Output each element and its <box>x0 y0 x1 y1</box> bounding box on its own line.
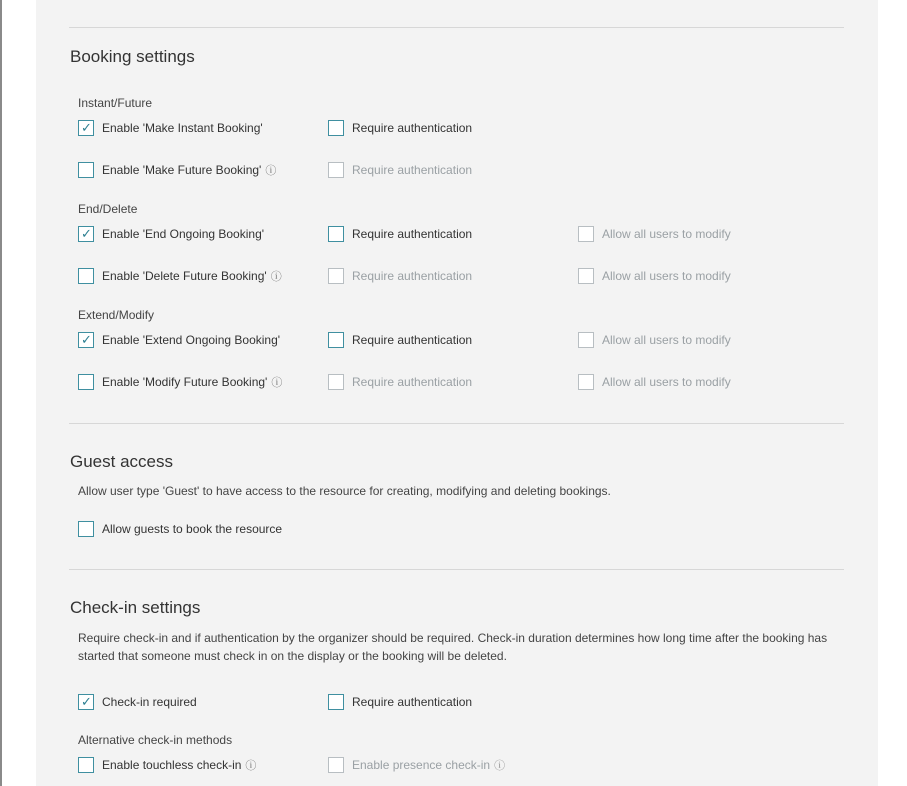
checkin-settings-description: Require check-in and if authentication by the organizer should be required. Check-in duration determines how long time after the booking has started that someone must check in on the display or the booking will be deleted. <box>78 631 828 663</box>
checkbox-label: Enable touchless check-in <box>102 758 242 772</box>
end-require-auth-checkbox[interactable] <box>328 225 472 243</box>
make-future-booking-checkbox[interactable] <box>78 161 276 179</box>
checkbox-label: Check-in required <box>102 695 197 709</box>
extend-allow-modify-checkbox <box>578 331 731 349</box>
group-label-end-delete: End/Delete <box>78 202 138 216</box>
section-divider <box>69 423 844 424</box>
checkbox-box[interactable] <box>78 332 94 348</box>
checkbox-label: Allow all users to modify <box>602 269 731 283</box>
end-allow-modify-checkbox <box>578 225 731 243</box>
checkbox-box <box>328 268 344 284</box>
booking-settings-title: Booking settings <box>70 47 195 66</box>
end-ongoing-booking-checkbox[interactable] <box>78 225 264 243</box>
checkbox-label: Require authentication <box>352 375 473 389</box>
modify-allow-modify-checkbox <box>578 373 731 391</box>
modify-require-auth-checkbox <box>328 373 472 391</box>
checkbox-box[interactable] <box>328 332 344 348</box>
checkbox-box[interactable] <box>78 268 94 284</box>
info-circle-icon[interactable]: ⓘ <box>265 165 277 177</box>
checkbox-label: Enable 'Modify Future Booking' <box>102 375 268 389</box>
info-circle-icon[interactable]: ⓘ <box>270 271 282 283</box>
checkbox-box[interactable] <box>78 521 94 537</box>
section-divider <box>69 569 844 570</box>
checkbox-label: Allow all users to modify <box>602 375 731 389</box>
instant-require-auth-checkbox[interactable] <box>328 119 472 137</box>
checkbox-label: Require authentication <box>352 163 473 177</box>
group-label-extend-modify: Extend/Modify <box>78 308 155 322</box>
make-instant-booking-checkbox[interactable] <box>78 119 263 137</box>
allow-guests-checkbox[interactable] <box>78 520 282 538</box>
checkin-required-checkbox[interactable] <box>78 693 197 711</box>
extend-require-auth-checkbox[interactable] <box>328 331 472 349</box>
checkbox-label: Require authentication <box>352 121 473 135</box>
checkbox-box[interactable] <box>328 694 344 710</box>
checkbox-box <box>328 374 344 390</box>
checkbox-box[interactable] <box>78 226 94 242</box>
checkbox-box[interactable] <box>78 120 94 136</box>
guest-access-description: Allow user type 'Guest' to have access to the resource for creating, modifying and deleting bookings. <box>78 484 611 498</box>
checkbox-label: Require authentication <box>352 333 473 347</box>
checkbox-label: Allow all users to modify <box>602 227 731 241</box>
checkbox-label: Enable presence check-in <box>352 758 491 772</box>
checkbox-label: Allow all users to modify <box>602 333 731 347</box>
delete-allow-modify-checkbox <box>578 267 731 285</box>
delete-future-booking-checkbox[interactable] <box>78 267 282 285</box>
presence-checkin-checkbox <box>328 756 505 774</box>
checkbox-box <box>578 332 594 348</box>
guest-access-title: Guest access <box>70 452 173 471</box>
checkbox-label: Require authentication <box>352 695 473 709</box>
touchless-checkin-checkbox[interactable] <box>78 756 256 774</box>
checkbox-box <box>328 162 344 178</box>
checkbox-box <box>578 268 594 284</box>
info-circle-icon[interactable]: ⓘ <box>271 377 283 389</box>
checkbox-label: Require authentication <box>352 269 473 283</box>
checkbox-box[interactable] <box>328 226 344 242</box>
checkbox-box[interactable] <box>328 120 344 136</box>
checkin-require-auth-checkbox[interactable] <box>328 693 472 711</box>
checkbox-label: Require authentication <box>352 227 473 241</box>
checkbox-box[interactable] <box>78 757 94 773</box>
settings-panel <box>36 0 878 786</box>
delete-require-auth-checkbox <box>328 267 472 285</box>
modify-future-booking-checkbox[interactable] <box>78 373 282 391</box>
checkbox-box <box>328 757 344 773</box>
extend-ongoing-booking-checkbox[interactable] <box>78 331 280 349</box>
checkbox-label: Enable 'Extend Ongoing Booking' <box>102 333 281 347</box>
group-label-instant-future: Instant/Future <box>78 96 153 110</box>
info-circle-icon[interactable]: ⓘ <box>494 760 506 772</box>
window-edge <box>0 0 2 786</box>
future-require-auth-checkbox <box>328 161 472 179</box>
checkbox-label: Enable 'Delete Future Booking' <box>102 269 267 283</box>
section-divider <box>69 27 844 28</box>
checkbox-box[interactable] <box>78 694 94 710</box>
checkbox-label: Enable 'Make Future Booking' <box>102 163 262 177</box>
checkbox-label: Allow guests to book the resource <box>102 522 283 536</box>
alternative-checkin-label: Alternative check-in methods <box>78 733 233 747</box>
checkbox-label: Enable 'End Ongoing Booking' <box>102 227 265 241</box>
checkbox-label: Enable 'Make Instant Booking' <box>102 121 263 135</box>
info-circle-icon[interactable]: ⓘ <box>245 760 257 772</box>
checkbox-box[interactable] <box>78 374 94 390</box>
checkbox-box[interactable] <box>78 162 94 178</box>
checkbox-box <box>578 226 594 242</box>
checkbox-box <box>578 374 594 390</box>
checkin-settings-title: Check-in settings <box>70 598 201 617</box>
